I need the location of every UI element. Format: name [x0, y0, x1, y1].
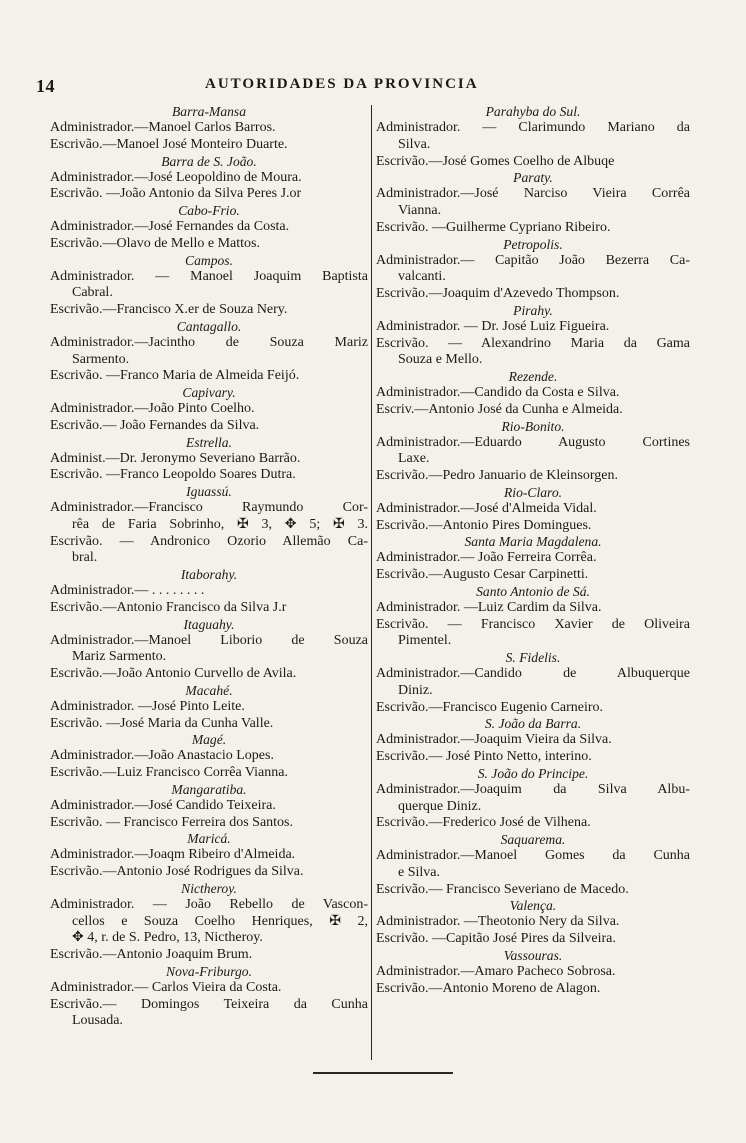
- entry-line: Escrivão.—Manoel José Monteiro Duarte.: [50, 136, 288, 152]
- entry-line: Escrivão. —Capitão José Pires da Silveira.: [376, 931, 616, 946]
- place-name: Petropolis.: [503, 236, 563, 252]
- place-name: Campos.: [185, 252, 233, 268]
- place-section: [376, 584, 690, 650]
- entry-line: Administrador.—Jacintho de Souza Mariz: [50, 334, 368, 350]
- place-section: [50, 484, 368, 567]
- entry-line: querque Diniz.: [398, 798, 482, 814]
- entry-line: Escrivão.—Frederico José de Vilhena.: [376, 815, 591, 831]
- entry-line: Escrivão.—Olavo de Mello e Mattos.: [50, 235, 260, 251]
- entry-line: Escrivão.—João Antonio Curvello de Avila.: [50, 666, 297, 681]
- entry-line: Souza e Mello.: [398, 352, 483, 368]
- place-name: Maricá.: [187, 831, 231, 847]
- place-section: [50, 782, 368, 832]
- place-name: Rio-Bonito.: [501, 418, 565, 434]
- entry-line: Administrador.—João Pinto Coelho.: [50, 401, 255, 416]
- place-section: [376, 104, 690, 170]
- entry-line: Escrivão. —João Antonio da Silva Peres J.or: [50, 186, 302, 202]
- entry-line: Administrador.—Joaquim Vieira da Silva.: [376, 732, 612, 748]
- entry-line: Administrador.— Carlos Vieira da Costa.: [50, 979, 282, 995]
- place-section: [50, 567, 368, 617]
- place-section: [376, 170, 690, 236]
- place-name: Paraty.: [513, 170, 553, 186]
- entry-line: Diniz.: [398, 682, 433, 698]
- entry-line: Administrador.—Candido de Albuquerque: [376, 666, 690, 681]
- place-name: Parahyba do Sul.: [485, 104, 581, 119]
- entry-line: Escrivão.—Antonio José Rodrigues da Silva.: [50, 864, 304, 879]
- entry-line: Escriv.—Antonio José da Cunha e Almeida.: [376, 401, 623, 417]
- entry-line: Administrador.—Eduardo Augusto Cortines: [376, 434, 690, 450]
- place-section: [50, 683, 368, 733]
- entry-line: Escrivão. —Franco Maria de Almeida Feijó.: [50, 368, 300, 384]
- place-section: [50, 154, 368, 204]
- entry-line: Escrivão.—Francisco X.er de Souza Nery.: [50, 302, 288, 317]
- place-name: S. João da Barra.: [484, 716, 582, 732]
- entry-line: Administrador.—José Candido Teixeira.: [50, 797, 276, 813]
- place-name: Cantagallo.: [176, 318, 242, 334]
- entry-line: Escrivão. — Francisco Ferreira dos Santos.: [50, 814, 293, 830]
- place-name: Pirahy.: [513, 302, 553, 318]
- entry-line: Administrador.—José Fernandes da Costa.: [50, 219, 290, 234]
- entry-line: Escrivão. —Guilherme Cypriano Ribeiro.: [376, 219, 611, 235]
- place-section: [50, 435, 368, 485]
- entry-line: Mariz Sarmento.: [72, 649, 167, 665]
- entry-line: Escrivão.—Antonio Francisco da Silva J.r: [50, 599, 287, 615]
- place-section: [376, 948, 690, 998]
- entry-line: Escrivão.— João Fernandes da Silva.: [50, 417, 260, 433]
- place-name: S. Fidelis.: [505, 650, 561, 665]
- place-section: [376, 650, 690, 716]
- entry-line: Escrivão.—José Gomes Coelho de Albuqe: [376, 153, 615, 169]
- place-name: S. João do Principe.: [477, 765, 589, 781]
- entry-line: Escrivão.—Francisco Eugenio Carneiro.: [376, 699, 604, 715]
- place-name: Estrella.: [186, 434, 232, 450]
- right-column: [376, 104, 690, 997]
- entry-line: Escrivão.—Augusto Cesar Carpinetti.: [376, 567, 589, 582]
- entry-line: Lousada.: [72, 1013, 123, 1029]
- entry-line: Administrador.— Capitão João Bezerra Ca-: [376, 252, 690, 268]
- entry-line: Laxe.: [398, 451, 430, 467]
- entry-line: Administrador.—Joaqm Ribeiro d'Almeida.: [50, 847, 296, 863]
- entry-line: Administrador. —Luiz Cardim da Silva.: [376, 599, 602, 615]
- entry-line: Administrador.— João Ferreira Corrêa.: [376, 550, 597, 566]
- place-section: [376, 898, 690, 948]
- place-section: [50, 964, 368, 1030]
- left-column: [50, 104, 368, 1030]
- column-divider: [371, 105, 372, 1060]
- entry-line: Cabral.: [72, 285, 113, 301]
- entry-line: Escrivão.—Luiz Francisco Corrêa Vianna.: [50, 765, 288, 780]
- place-section: [50, 253, 368, 319]
- entry-line: Escrivão. —José Maria da Cunha Valle.: [50, 715, 274, 731]
- place-name: Magé.: [191, 732, 227, 748]
- entry-line: Escrivão.— Francisco Severiano de Macedo.: [376, 881, 629, 897]
- entry-line: Administrador.—José d'Almeida Vidal.: [376, 500, 597, 516]
- entry-line: Escrivão.—Antonio Joaquim Brum.: [50, 947, 253, 962]
- entry-line: Administrador. — Manoel Joaquim Baptista: [50, 268, 368, 284]
- place-name: Barra de S. João.: [161, 153, 257, 169]
- place-name: Rio-Claro.: [503, 484, 563, 500]
- entry-line: Pimentel.: [398, 633, 452, 649]
- place-name: Barra-Mansa: [171, 104, 246, 119]
- page-number: 14: [36, 76, 55, 96]
- entry-line: Administrador. — Dr. José Luiz Figueira.: [376, 318, 610, 334]
- place-name: Saquarema.: [500, 832, 566, 847]
- entry-line: Administrador.—Amaro Pacheco Sobrosa.: [376, 963, 616, 979]
- place-section: [50, 831, 368, 881]
- place-name: Santa Maria Magdalena.: [464, 534, 602, 550]
- entry-line: Administrador. — Clarimundo Mariano da: [376, 120, 690, 135]
- place-section: [376, 369, 690, 419]
- entry-line: Escrivão. — Alexandrino Maria da Gama: [376, 335, 690, 351]
- entry-line: Escrivão.—Pedro Januario de Kleinsorgen.: [376, 468, 618, 483]
- place-section: [50, 881, 368, 964]
- place-section: [50, 203, 368, 253]
- entry-line: Escrivão.—Antonio Pires Domingues.: [376, 517, 592, 533]
- place-section: [376, 485, 690, 535]
- page-heading: AUTORIDADES DA PROVINCIA: [205, 76, 479, 92]
- entry-line: Administrador. —José Pinto Leite.: [50, 698, 245, 714]
- entry-line: Administrador.—José Leopoldino de Moura.: [50, 169, 302, 185]
- entry-line: Escrivão.— José Pinto Netto, interino.: [376, 749, 592, 764]
- entry-line: e Silva.: [398, 864, 440, 880]
- entry-line: ✥ 4, r. de S. Pedro, 13, Nictheroy.: [72, 930, 263, 946]
- place-section: [376, 303, 690, 369]
- entry-line: Silva.: [398, 136, 431, 152]
- place-section: [376, 237, 690, 303]
- place-section: [376, 419, 690, 485]
- entry-line: Vianna.: [398, 203, 442, 218]
- place-name: Itaguahy.: [183, 616, 235, 632]
- entry-line: valcanti.: [398, 269, 446, 285]
- place-name: Macahé.: [185, 682, 233, 698]
- entry-line: Escrivão.—Joaquim d'Azevedo Thompson.: [376, 286, 620, 301]
- place-name: Iguassú.: [186, 484, 232, 499]
- entry-line: Escrivão.— Domingos Teixeira da Cunha: [50, 996, 368, 1012]
- entry-line: Escrivão. — Andronico Ozorio Allemão Ca-: [50, 533, 368, 549]
- entry-line: Administrador.—Manoel Carlos Barros.: [50, 120, 276, 135]
- entry-line: Administrador. —Theotonio Nery da Silva.: [376, 914, 620, 930]
- place-name: Mangaratiba.: [171, 781, 247, 797]
- place-section: [50, 104, 368, 154]
- place-section: [50, 385, 368, 435]
- place-section: [376, 832, 690, 898]
- entry-line: rêa de Faria Sobrinho, ✠ 3, ✥ 5; ✠ 3.: [72, 516, 368, 532]
- entry-line: Administrador.—José Narciso Vieira Corrêa: [376, 186, 690, 202]
- entry-line: Escrivão.—Antonio Moreno de Alagon.: [376, 980, 601, 996]
- place-name: Rezende.: [508, 369, 558, 384]
- entry-line: bral.: [72, 550, 98, 566]
- place-name: Valença.: [509, 898, 557, 914]
- place-section: [376, 716, 690, 766]
- place-section: [50, 617, 368, 683]
- place-name: Nictheroy.: [181, 880, 237, 896]
- place-section: [50, 732, 368, 782]
- entry-line: Administrador.—Manoel Liborio de Souza: [50, 632, 368, 648]
- place-name: Itaborahy.: [180, 567, 238, 582]
- entry-line: Administrador.—Candido da Costa e Silva.: [376, 385, 620, 400]
- place-section: [50, 319, 368, 385]
- entry-line: Administrador.—João Anastacio Lopes.: [50, 748, 274, 764]
- place-name: Capivary.: [182, 385, 236, 400]
- entry-line: Administ.—Dr. Jeronymo Severiano Barrão.: [50, 450, 301, 466]
- place-name: Cabo-Frio.: [178, 203, 240, 218]
- entry-line: Sarmento.: [72, 351, 130, 367]
- place-name: Santo Antonio de Sá.: [476, 583, 590, 599]
- entry-line: Escrivão. —Franco Leopoldo Soares Dutra.: [50, 467, 296, 483]
- entry-line: Administrador. — João Rebello de Vascon-: [50, 896, 368, 912]
- place-name: Nova-Friburgo.: [166, 963, 252, 979]
- place-section: [376, 534, 690, 584]
- entry-line: cellos e Souza Coelho Henriques, ✠ 2,: [72, 913, 368, 929]
- entry-line: Administrador.—Joaquim da Silva Albu-: [376, 781, 690, 797]
- bottom-rule: [313, 1072, 453, 1074]
- entry-line: Administrador.— . . . . . . . .: [50, 583, 205, 598]
- entry-line: Escrivão. — Francisco Xavier de Oliveira: [376, 616, 690, 632]
- entry-line: Administrador.—Francisco Raymundo Cor-: [50, 500, 368, 515]
- place-section: [376, 766, 690, 832]
- entry-line: Administrador.—Manoel Gomes da Cunha: [376, 848, 690, 863]
- place-name: Vassouras.: [503, 947, 563, 963]
